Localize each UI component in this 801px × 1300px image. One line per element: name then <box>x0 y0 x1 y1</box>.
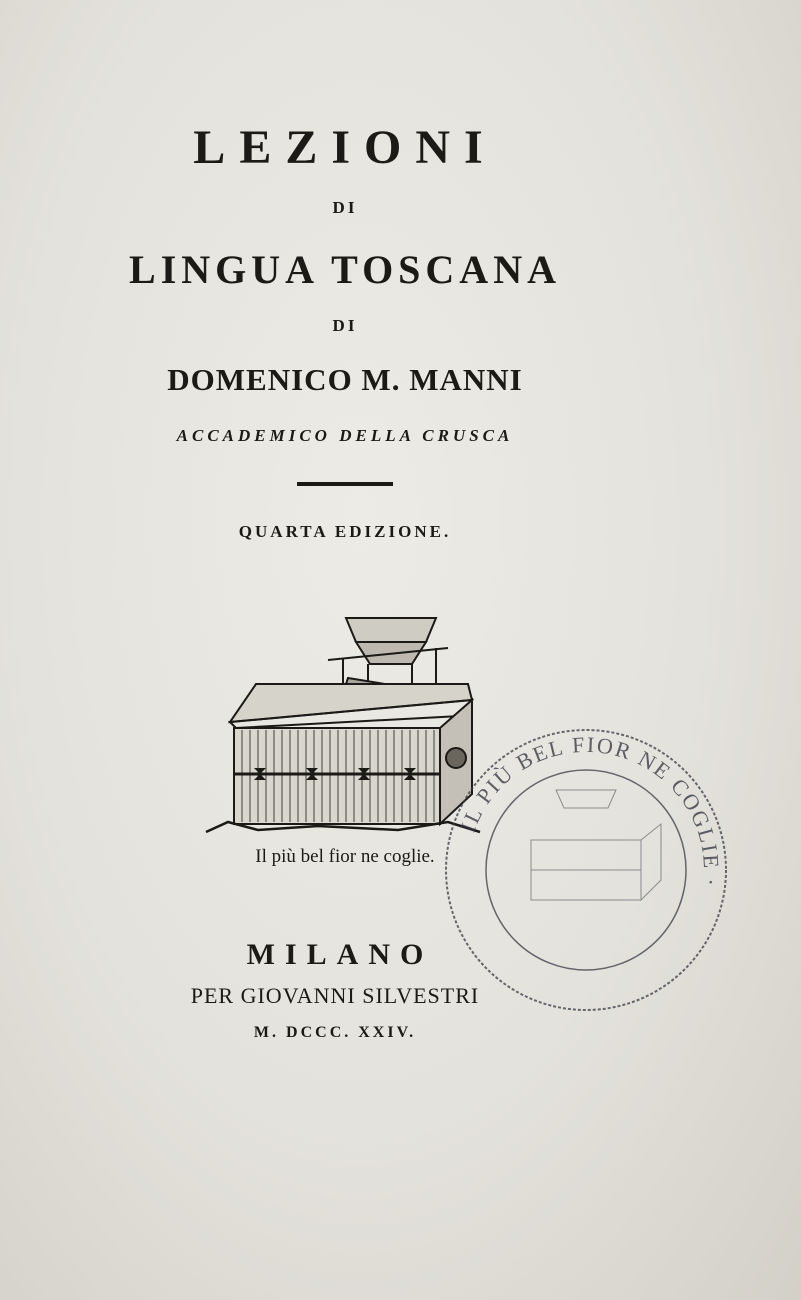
title-line-1: LEZIONI <box>193 121 497 174</box>
divider-rule <box>297 482 393 486</box>
imprint-city: MILANO <box>246 938 434 971</box>
edition-line: QUARTA EDIZIONE. <box>238 522 452 541</box>
title-line-2: LINGUA TOSCANA <box>129 247 561 292</box>
imprint-year: M. DCCC. XXIV. <box>253 1024 417 1041</box>
printer-motto: Il più bel fior ne coglie. <box>255 846 435 867</box>
connector-di-2: DI <box>332 316 358 335</box>
author-affiliation: ACCADEMICO DELLA CRUSCA <box>176 426 514 445</box>
stamp-text: IL PIÙ BEL FIOR NE COGLIE · <box>454 731 725 890</box>
connector-di-1: DI <box>332 198 358 217</box>
library-stamp <box>436 720 736 1020</box>
author-name: DOMENICO M. MANNI <box>167 362 523 397</box>
imprint-publisher: PER GIOVANNI SILVESTRI <box>190 983 480 1008</box>
stamp-device-icon <box>531 790 661 900</box>
